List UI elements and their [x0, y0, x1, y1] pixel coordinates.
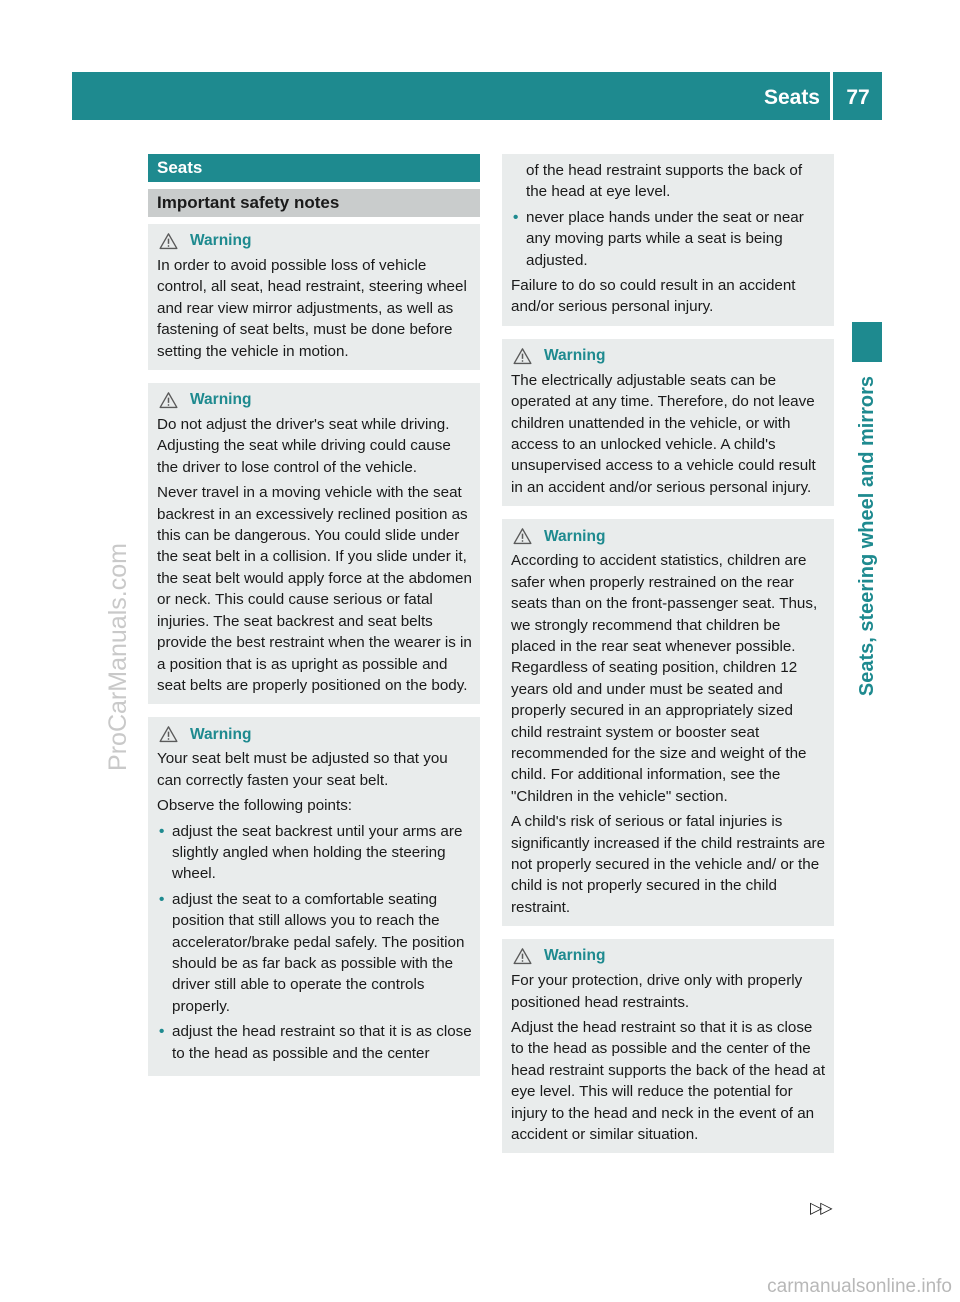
- warning-header: [511, 345, 827, 367]
- warning-text: Never travel in a moving vehicle with the seat backrest in an excessively reclined position as this can be dangerous. You could slide under the seat belt in a collision. If you slide under it, the seat belt would apply force at the abdomen or neck. This could cause serious or fatal injuries. The seat backrest and seat belts provide the best restraint when the wearer is in a position that is as upright as possible and seat belts are properly positioned on the body.: [157, 484, 472, 694]
- warning-label: Warning: [190, 232, 252, 250]
- warning-box: [148, 717, 480, 1076]
- bullet-list: [157, 821, 473, 1064]
- bullet-list: [511, 160, 827, 203]
- chapter-tab-label: Seats, steering wheel and mirrors: [856, 376, 878, 697]
- list-item: • adjust the seat to a comfortable seating position that still allows you to reach the accelerator/brake pedal safely. The position should be as far back as possible with the driver still able to operate the controls properly.: [157, 889, 473, 1017]
- warning-text: According to accident statistics, children are safer when properly restrained on the rear seats than on the front-passenger seat. Thus, we strongly recommend that children be placed in the rear seat whenever possible. Regardless of seating position, children 12 years old and under must be seated and properly secured in an appropriately sized child restraint system or booster seat recommended for the size and weight of the child. For additional information, see the "Children in the vehicle" section.: [511, 552, 818, 805]
- warning-triangle-icon: [513, 347, 532, 365]
- warning-triangle-icon: [159, 391, 178, 409]
- warning-box: [502, 339, 834, 506]
- warning-text: Failure to do so could result in an accident and/or serious personal injury.: [511, 277, 796, 316]
- header-separator: [830, 72, 833, 120]
- footer-site: carmanualsonline.info: [767, 1276, 952, 1297]
- warning-label: Warning: [544, 947, 606, 965]
- subsection-title: Important safety notes: [148, 189, 480, 217]
- warning-header: [511, 525, 827, 547]
- warning-triangle-icon: [513, 527, 532, 545]
- warning-box-continued: [502, 154, 834, 326]
- warning-header: [157, 389, 473, 411]
- warning-box: [502, 519, 834, 926]
- bullet-list: [511, 207, 827, 271]
- warning-header: [157, 723, 473, 745]
- list-item: • adjust the head restraint so that it is as close to the head as possible and the center: [157, 1021, 473, 1064]
- list-item: • adjust the seat backrest until your arms are slightly angled when holding the steering wheel.: [157, 821, 473, 885]
- list-item-continued: of the head restraint supports the back of the head at eye level.: [526, 162, 803, 201]
- list-item: • never place hands under the seat or near any moving parts while a seat is being adjusted.: [511, 207, 827, 271]
- warning-triangle-icon: [159, 232, 178, 250]
- warning-text: Adjust the head restraint so that it is as close to the head as possible and the center of the head restraint supports the back of the head at eye level. This will reduce the potential for injury to the head and neck in the event of an accident or similar situation.: [511, 1019, 826, 1144]
- right-column: [502, 154, 834, 1166]
- warning-label: Warning: [544, 347, 606, 365]
- warning-text: For your protection, drive only with properly positioned head restraints.: [511, 972, 803, 1011]
- header-bar: [72, 72, 882, 120]
- warning-triangle-icon: [513, 947, 532, 965]
- warning-label: Warning: [544, 527, 606, 545]
- watermark: ProCarManuals.com: [104, 543, 132, 771]
- left-column: [148, 154, 480, 1089]
- warning-box: [148, 224, 480, 370]
- section-title: Seats: [148, 154, 480, 182]
- warning-label: Warning: [190, 725, 252, 743]
- chapter-tab-marker: [852, 322, 882, 362]
- warning-triangle-icon: [159, 725, 178, 743]
- warning-box: [148, 383, 480, 704]
- warning-header: [157, 230, 473, 252]
- warning-header: [511, 945, 827, 967]
- page-title: Seats: [763, 86, 820, 109]
- warning-text: In order to avoid possible loss of vehicle control, all seat, head restraint, steering wheel and rear view mirror adjustments, as well as fastening of seat belts, must be done before setting the vehicle in motion.: [157, 257, 467, 360]
- page-number: 77: [846, 86, 870, 109]
- warning-text: The electrically adjustable seats can be operated at any time. Therefore, do not leave children unattended in the vehicle, or with access to an unlocked vehicle. A child's unsupervised access to a vehicle could result in an accident and/or serious personal injury.: [511, 371, 816, 496]
- continue-arrows-icon: ▷▷: [810, 1200, 831, 1217]
- warning-text: Observe the following points:: [157, 797, 353, 815]
- warning-text: Do not adjust the driver's seat while driving. Adjusting the seat while driving could cause the driver to lose control of the vehicle.: [157, 416, 451, 476]
- warning-text: Your seat belt must be adjusted so that you can correctly fasten your seat belt.: [157, 750, 448, 789]
- warning-text: A child's risk of serious or fatal injuries is significantly increased if the child restraints are not properly secured in the vehicle and/ or the child is not properly secured in the child restraint.: [511, 813, 826, 916]
- warning-box: [502, 939, 834, 1153]
- warning-label: Warning: [190, 391, 252, 409]
